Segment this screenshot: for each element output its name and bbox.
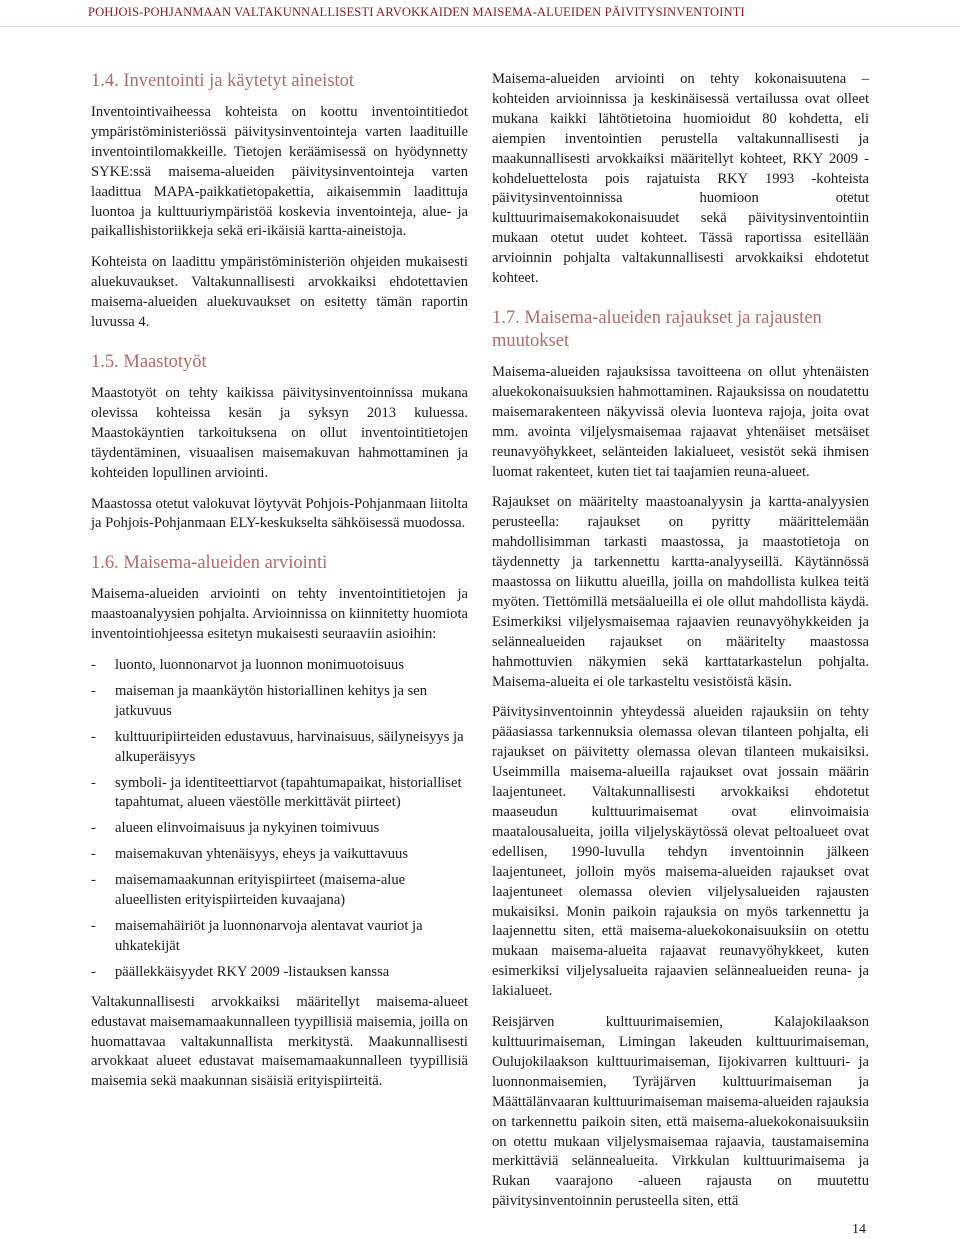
paragraph: Inventointivaiheessa kohteista on koottu inventointitiedot ympäristöministeriössä päivitysinventointeja varten laadituille inventointilomakkeille. Tietojen keräämisessä on hyödynnetty SYKE:ssä maisema-alueiden päivitysinventointeja varten laadittua MAPA-paikkatietopakettia, aikaisemmin laadittuja luontoa ja kulttuuriympäristöä koskevia inventointeja, alue- ja paikallishistoriikkeja sekä eri-ikäisiä kartta-aineistoja. bbox=[91, 104, 468, 240]
paragraph: Valtakunnallisesti arvokkaiksi määritellyt maisema-alueet edustavat maisemamaakunnalleen tyypillisiä maisemia, joilla on huomattavaa valtakunnallista merkitystä. Maakunnallisesti arvokkaat alueet edustavat maisemamaakunnalleen tyypillisiä maisemia sekä maakunnan sisäisiä erityispiirteitä. bbox=[91, 993, 468, 1090]
list-item bbox=[91, 728, 468, 768]
section-heading-1-4: 1.4. Inventointi ja käytetyt aineistot bbox=[91, 71, 355, 91]
section-heading-1-6: 1.6. Maisema-alueiden arviointi bbox=[91, 553, 328, 574]
list-item-text: kulttuuripiirteiden edustavuus, harvinaisuus, säilyneisyys ja alkuperäisyys bbox=[115, 728, 464, 765]
running-header-bar bbox=[0, 0, 960, 24]
paragraph: Rajaukset on määritelty maastoanalyysin ja kartta-analyysien perusteella: rajaukset on pyritty määrittelemään mahdollisimman tarkasti maastossa, ja maastotietoja on täydennetty ja tarkennettu kartta-analyyseillä. Käytännössä maastossa on liikuttu alueilla, joilla on mahdollista kulkea teitä myöten. Tiettömillä metsäalueilla ei ole ollut mahdollista käydä. Esimerkiksi viljelysmaisemaa rajaavien reunavyöhykkeiden ja selännealueiden rajaukset on määritelty maastossa hahmottuvien näkymien sekä karttatarkastelun pohjalta. Maisema-alueita ei ole tarkasteltu vesistöistä käsin. bbox=[492, 494, 869, 690]
dash-bullet: - bbox=[91, 774, 96, 791]
running-header-title: POHJOIS-POHJANMAAN VALTAKUNNALLISESTI ARVOKKAIDEN MAISEMA-ALUEIDEN PÄIVITYSINVENTOINTI bbox=[88, 5, 745, 19]
assessment-criteria-list bbox=[91, 656, 468, 983]
dash-bullet: - bbox=[91, 820, 96, 837]
right-column bbox=[492, 70, 869, 1223]
list-item-text: luonto, luonnonarvot ja luonnon monimuotoisuus bbox=[115, 657, 405, 674]
list-item bbox=[91, 845, 468, 865]
list-item-text: maisemahäiriöt ja luonnonarvoja alentavat vauriot ja uhkatekijät bbox=[115, 918, 423, 954]
dash-bullet: - bbox=[91, 728, 96, 745]
header-divider bbox=[0, 26, 960, 27]
dash-bullet: - bbox=[91, 918, 96, 934]
list-item bbox=[91, 819, 468, 839]
list-item bbox=[91, 917, 468, 957]
list-item bbox=[91, 963, 468, 983]
paragraph: Maisema-alueiden arviointi on tehty kokonaisuutena – kohteiden arvioinnissa ja keskinäisessä vertailussa ovat olleet mukana kaikki lähtötietoina huomioidut 80 kohdetta, eli aiempien inventointien perustella valtakunnallisesti ja maakunnallisesti arvokkaiksi määritellyt kohteet, RKY 2009 -kohdeluettelosta pois rajatuista RKY 1993 -kohteista päivitysinventoinnissa huomioon otetut kulttuurimaisemakokonaisuudet sekä päivitysinventointiin mukaan otetut uudet kohteet. Tässä raportissa esitellään arvioinnin pohjalta valtakunnallisesti arvokkaiksi ehdotetut kohteet. bbox=[492, 71, 869, 287]
left-column bbox=[91, 70, 468, 1103]
dash-bullet: - bbox=[91, 872, 96, 889]
dash-bullet: - bbox=[91, 682, 96, 699]
page-number: 14 bbox=[852, 1222, 866, 1237]
list-item bbox=[91, 774, 468, 814]
section-heading-1-7: 1.7. Maisema-alueiden rajaukset ja rajausten muutokset bbox=[492, 307, 822, 351]
list-item-text: päällekkäisyydet RKY 2009 -listauksen kanssa bbox=[115, 963, 390, 980]
paragraph: Kohteista on laadittu ympäristöministeriön ohjeiden mukaisesti aluekuvaukset. Valtakunnallisesti arvokkaiksi ehdotettavien maisema-alueiden aluekuvaukset on esitetty tämän raportin luvussa 4. bbox=[91, 254, 468, 331]
list-item-text: alueen elinvoimaisuus ja nykyinen toimivuus bbox=[115, 820, 380, 837]
list-item-text: maiseman ja maankäytön historiallinen kehitys ja sen jatkuvuus bbox=[115, 682, 428, 719]
paragraph: Päivitysinventoinnin yhteydessä alueiden rajauksiin on tehty pääasiassa tarkennuksia olemassa olevan tilanteen pohjalta, eli rajaukset on päivitetty olemassa olevan tilanteen mukaisiksi. Useimmilla maisema-alueilla rajaukset ovat jossain määrin laajentuneet. Valtakunnallisesti arvokkaiksi ehdotetut maaseudun kulttuurimaisemat ovat elinvoimaisia maatalousalueita, joilla viljelyskäytössä olevat peltoalueet ovat edellisen, 1990-luvulla tehdyn inventoinnin jälkeen laajentuneet, jolloin myös maisema-alueiden rajaukset ovat laajentuneet olemassa olevien viljelysalueiden rajausten mukaisiksi. Monin paikoin rajauksia on myös tarkennettu ja laajennettu siten, että maisema-aluekokonaisuuksiin on otettu mukaan maisema-alueita rajaavat reunavyöhykkeet, kuten esimerkiksi viljelysalueita rajaavien selännealueiden reuna- ja lakialueet. bbox=[492, 704, 869, 1000]
list-item bbox=[91, 682, 468, 722]
list-item-text: maisemakuvan yhtenäisyys, eheys ja vaikuttavuus bbox=[115, 846, 409, 863]
list-item-text: maisemamaakunnan erityispiirteet (maisema-alue alueellisten erityispiirteiden kuvaajana) bbox=[115, 872, 406, 909]
dash-bullet: - bbox=[91, 963, 96, 980]
list-item-text: symboli- ja identiteettiarvot (tapahtumapaikat, historialliset tapahtumat, alueen väestölle merkittävät piirteet) bbox=[115, 774, 462, 811]
paragraph: Maastotyöt on tehty kaikissa päivitysinventoinnissa mukana olevissa kohteissa kesän ja syksyn 2013 kuluessa. Maastokäyntien tarkoituksena on ollut inventointitietojen täydentäminen, visuaalisen maisemakuvan hahmottaminen ja kohteiden lopullinen arviointi. bbox=[91, 384, 468, 481]
list-item bbox=[91, 656, 468, 676]
paragraph: Maastossa otetut valokuvat löytyvät Pohjois-Pohjanmaan liitolta ja Pohjois-Pohjanmaan ELY-keskukselta sähköisessä muodossa. bbox=[91, 495, 468, 532]
list-item bbox=[91, 871, 468, 911]
dash-bullet: - bbox=[91, 657, 96, 674]
paragraph: Maisema-alueiden arviointi on tehty inventointitietojen ja maastoanalyysien pohjalta. Arvioinnissa on kiinnitetty huomiota inventointiohjeessa esitetyn mukaisesti seuraaviin asioihin: bbox=[91, 586, 468, 643]
dash-bullet: - bbox=[91, 846, 96, 863]
paragraph: Reisjärven kulttuurimaisemien, Kalajokilaakson kulttuurimaiseman, Limingan lakeuden kulttuurimaiseman, Oulujokilaakson kulttuurimaiseman, Iijokivarren kulttuuri- ja luonnonmaisemien, Tyräjärven kulttuurimaiseman ja Määttälänvaaran kulttuurimaiseman maisema-alueiden rajauksia on tarkennettu paikoin siten, että maisema-aluekokonaisuuksiin on otettu mukaan viljelysmaisemaa rajaavia, taustamaisemina merkittäviä selännealueita. Virkkulan kulttuurimaisema ja Rukan vaarajono -alueen rajausta on muutettu päivitysinventoinnin perusteella siten, että bbox=[492, 1014, 869, 1210]
paragraph: Maisema-alueiden rajauksissa tavoitteena on ollut yhtenäisten aluekokonaisuuksien hahmottaminen. Rajauksissa on noudatettu maisemarakenteen näkyvissä olevia luonteva rajoja, joita ovat mm. avointa viljelysmaisemaa rajaavat yhtenäiset metsäiset reunavyöhykkeet, selänteiden lakialueet, vesistöt sekä ihmisen luomat rakenteet, kuten tiet tai taajamien reuna-alueet. bbox=[492, 363, 869, 480]
section-heading-1-5: 1.5. Maastotyöt bbox=[91, 351, 207, 372]
